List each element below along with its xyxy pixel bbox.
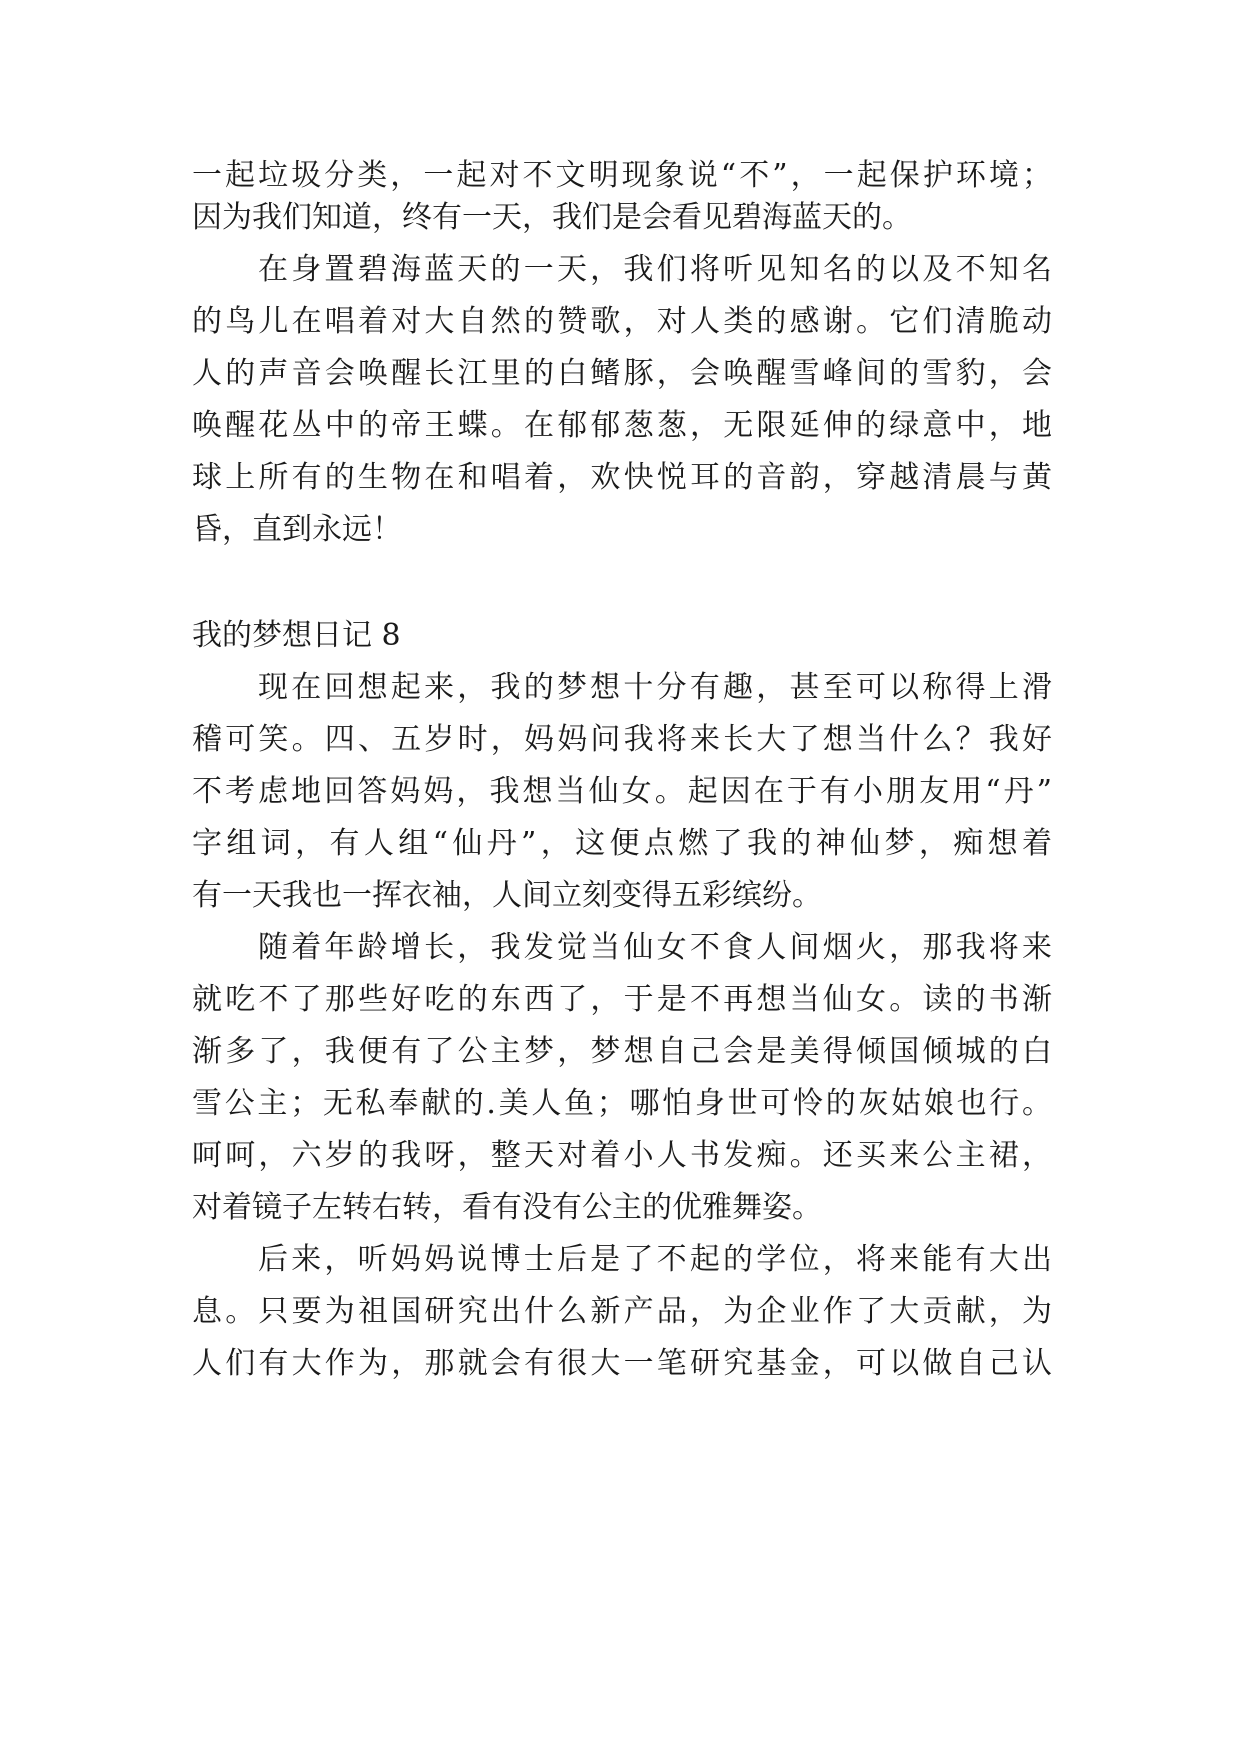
text-line: 人们有大作为，那就会有很大一笔研究基金，可以做自己认 xyxy=(192,1346,1052,1381)
text-line: 字组词，有人组“仙丹”，这便点燃了我的神仙梦，痴想着 xyxy=(192,826,1052,861)
text-line: 的鸟儿在唱着对大自然的赞歌，对人类的感谢。它们清脆动 xyxy=(192,304,1052,339)
text-line: 昏，直到永远！ xyxy=(192,512,402,547)
text-line: 球上所有的生物在和唱着，欢快悦耳的音韵，穿越清晨与黄 xyxy=(192,460,1052,495)
text-line: 不考虑地回答妈妈，我想当仙女。起因在于有小朋友用“丹” xyxy=(192,774,1052,809)
text-line: 人的声音会唤醒长江里的白鳍豚，会唤醒雪峰间的雪豹，会 xyxy=(192,356,1052,391)
text-line: 稽可笑。四、五岁时，妈妈问我将来长大了想当什么？我好 xyxy=(192,722,1052,757)
text-line: 现在回想起来，我的梦想十分有趣，甚至可以称得上滑 xyxy=(258,670,1052,705)
text-line: 雪公主；无私奉献的.美人鱼；哪怕身世可怜的灰姑娘也行。 xyxy=(192,1086,1052,1121)
text-line: 有一天我也一挥衣袖，人间立刻变得五彩缤纷。 xyxy=(192,878,822,913)
section-heading: 我的梦想日记 8 xyxy=(192,618,401,653)
text-line: 后来，听妈妈说博士后是了不起的学位，将来能有大出 xyxy=(258,1242,1052,1277)
text-line: 随着年龄增长，我发觉当仙女不食人间烟火，那我将来 xyxy=(258,930,1052,965)
text-line: 呵呵，六岁的我呀，整天对着小人书发痴。还买来公主裙， xyxy=(192,1138,1052,1173)
text-line: 对着镜子左转右转，看有没有公主的优雅舞姿。 xyxy=(192,1190,822,1225)
text-line: 就吃不了那些好吃的东西了，于是不再想当仙女。读的书渐 xyxy=(192,982,1052,1017)
text-line: 渐多了，我便有了公主梦，梦想自己会是美得倾国倾城的白 xyxy=(192,1034,1052,1069)
text-line: 在身置碧海蓝天的一天，我们将听见知名的以及不知名 xyxy=(258,252,1052,287)
text-line: 唤醒花丛中的帝王蝶。在郁郁葱葱，无限延伸的绿意中，地 xyxy=(192,408,1052,443)
text-line: 一起垃圾分类，一起对不文明现象说“不”，一起保护环境； xyxy=(192,158,1052,193)
text-line: 因为我们知道，终有一天，我们是会看见碧海蓝天的。 xyxy=(192,200,912,235)
text-line: 息。只要为祖国研究出什么新产品，为企业作了大贡献，为 xyxy=(192,1294,1052,1329)
